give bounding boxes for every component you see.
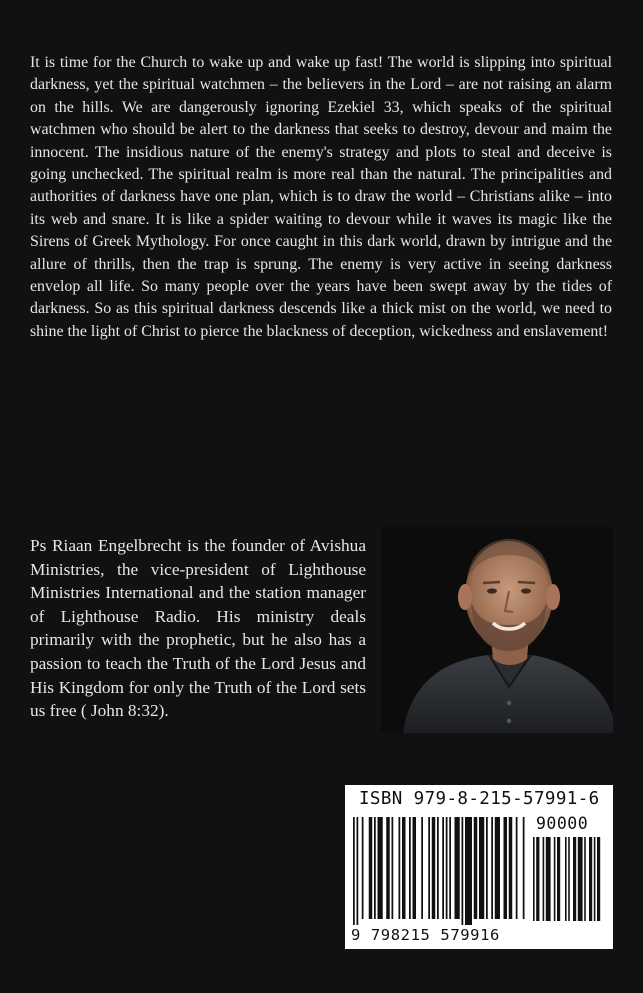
barcode-ean-number: 9 798215 579916 (351, 926, 500, 944)
author-bio: Ps Riaan Engelbrecht is the founder of Avishua Ministries, the vice-president of Lighthouse Ministries International and the station manager of Lighthouse Radio. His ministry deals primarily with the prophetic, but he also has a passion to teach the Truth of the Lord Jesus and His Kingdom for only the Truth of the Lord sets us free ( John 8:32). (30, 536, 366, 721)
isbn-barcode (345, 785, 613, 949)
addon-bars (533, 837, 605, 923)
author-photo (381, 527, 613, 733)
barcode-addon-number: 90000 (536, 814, 589, 833)
back-cover-blurb: It is time for the Church to wake up and wake up fast! The world is slipping into spiritual darkness, yet the spiritual watchmen – the believers in the Lord – are not raising an alarm on the hills. We are dangerously ignoring Ezekiel 33, which speaks of the spiritual watchmen who should be alert to the darkness that seeks to destroy, devour and maim the innocent. The insidious nature of the enemy's strategy and plots to steal and deceive is going unchecked. The spiritual realm is more real than the natural. The principalities and authorities of darkness have one plan, which is to draw the world – Christians alike – into its web and snare. It is like a spider waiting to devour while it waves its magic like the Sirens of Greek Mythology. For once caught in this dark world, drawn by intrigue and the allure of thrills, then the trap is sprung. The enemy is very active in seeing darkness envelop all life. So many people over the years have been swept away by the tides of darkness. So as this spiritual darkness descends like a thick mist on the world, we need to shine the light of Christ to pierce the blackness of deception, wickedness and enslavement! (30, 54, 612, 340)
isbn-label: ISBN 979-8-215-57991-6 (359, 789, 600, 809)
ean-bars (353, 817, 525, 925)
